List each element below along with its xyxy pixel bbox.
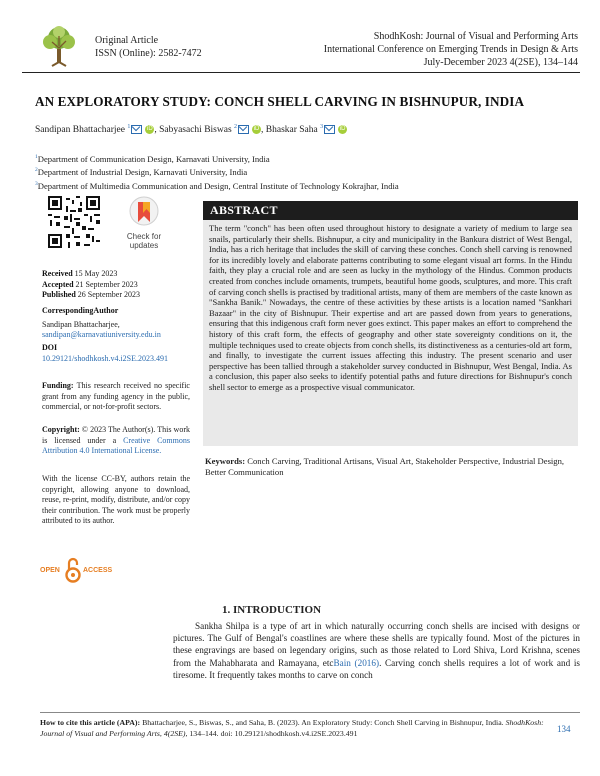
header-left: [95, 34, 202, 60]
header-right: [324, 30, 578, 69]
keywords-text: Conch Carving, Traditional Artisans, Visual Art, Stakeholder Perspective, Industrial Design, Better Communication: [205, 456, 565, 477]
corresponding-email[interactable]: sandipan@karnavatiuniversity.edu.in: [42, 330, 161, 339]
accepted-date: 21 September 2023: [75, 279, 138, 289]
issn: ISSN (Online): 2582-7472: [95, 48, 202, 59]
author-list: Sandipan Bhattacharjee $^1$ iD , Sabyasachi Biswas $^2$ iD , Bhaskar Saha $^3$ iD: [35, 124, 346, 136]
intro-paragraph: Sankha Shilpa is a type of art in which naturally occurring conch shells are incised with designs or pictures. The Gulf of Bengal's coastlines are where these shells are typically found. Most of the pictures in these engravings are based on legendary origins, such as those related to Lord Shiva, Lord Krishna, scenes from the Mahabharata and Ramayana, etcBain (2016). Carving conch shells requires a lot of work and is tiresome. It frequently takes months to carve on conch: [173, 621, 580, 680]
published-date: 26 September 2023: [77, 290, 141, 299]
issue-info: July-December 2023 4(2SE), 134–144: [423, 57, 578, 68]
author-2-sup: 2: [234, 124, 238, 130]
author-3-sup: 3: [320, 124, 324, 130]
open-access-badge: OPEN ACCESS: [40, 557, 120, 583]
affiliation-3: $^3$Department of Multimedia Communication and Design, Central Institute of Technology Kokrajhar, India: [35, 180, 399, 191]
funding-text: This research received no specific grant from any funding agency in the public, commercial, or not-for-profit sectors.: [42, 381, 190, 411]
check-line-1: Check for: [126, 232, 162, 241]
affiliation-1: $^1$Department of Communication Design, Karnavati University, India: [35, 153, 270, 164]
email-icon[interactable]: [324, 125, 335, 134]
footer-rule: [40, 712, 580, 713]
keywords: Keywords: Conch Carving, Traditional Artisans, Visual Art, Stakeholder Perspective, Industrial Design, Better Communication: [205, 456, 565, 477]
license-note: With the license CC-BY, authors retain the copyright, allowing anyone to download, reuse, re-print, modify, distribute, and/or copy their contribution. The work must be properly attributed to its author.: [42, 474, 190, 525]
email-icon[interactable]: [131, 125, 142, 134]
citation-footer: How to cite this article (APA): Bhattacharjee, S., Biswas, S., and Saha, B. (2023). An Exploratory Study: Conch Shell Carving in Bishnupur, India. ShodhKosh: Journal of Visual and Performing Arts, 4(2SE), 134–144. doi: 10.29121/shodhkosh.v4.i2SE.2023.491: [40, 718, 544, 738]
page-number: 134: [557, 724, 571, 734]
orcid-icon[interactable]: iD: [253, 126, 260, 133]
author-3-name[interactable]: Bhaskar Saha: [265, 125, 318, 136]
copyright-block: Copyright: © 2023 The Author(s). This work is licensed under a Creative Commons Attribution 4.0 International License.: [42, 425, 190, 455]
email-icon[interactable]: [238, 125, 249, 134]
open-lock-icon: [65, 557, 81, 583]
dates-block: Received 15 May 2023 Accepted 21 September 2023 Published 26 September 2023: [42, 269, 141, 299]
article-type: Original Article: [95, 35, 159, 46]
conference-name: International Conference on Emerging Trends in Design & Arts: [323, 44, 578, 55]
affiliation-2: $^2$Department of Industrial Design, Karnavati University, India: [35, 167, 248, 178]
citation-link[interactable]: Bain (2016): [333, 657, 380, 668]
funding-block: Funding: This research received no specific grant from any funding agency in the public, commercial, or not-for-profit sectors.: [42, 381, 190, 411]
header-rule: [22, 72, 580, 73]
check-for-updates-badge[interactable]: [117, 195, 171, 249]
license-link[interactable]: Creative Commons Attribution 4.0 International License.: [42, 435, 190, 455]
check-line-2: updates: [129, 241, 159, 250]
author-1-sup: 1: [127, 124, 131, 130]
corresponding-name: Sandipan Bhattacharjee,: [42, 319, 120, 329]
affiliations: [35, 152, 399, 192]
orcid-icon[interactable]: iD: [146, 126, 153, 133]
abstract-heading: ABSTRACT: [203, 201, 578, 220]
abstract-text: The term "conch" has been often used throughout history to designate a variety of medium to large sea snails, particularly their shells. Bishnupur, a city and municipality in the Bankura district of West Bengal, India, has a rich heritage that includes the skill of carving these conches. Conch shell carving is renowned for its incredibly lovely and elaborate patterns contributing to some elegant visual art forms. In the Hindu faith, they play a crucial role and are seen as lucky in the mythology of the Hindus. Common products created from conches include ornaments, trumpets, beautiful home goods, sculptures, and more. This craft of carving conch shells is practised by traditional artists, many of them are members of the caste known as "Sankha Banik." Nowadays, the centre of these activities by these artists is a location named "Sankhari Bazaar" in the city of Bishnupur. Their expertise and art are passed down from years to generations, ensuring that this indigenous craft form never goes extinct. This paper makes an effort to comprehend the history of this craft form, the effects of geography and other state sovereignty conditions on it, the multiple techniques used to create objects from conch shells, its distinctiveness as a centuries-old art form, and finally, to investigate the current issues affecting this industry. The present scenario and user perspective has been tallied through a stakeholder survey conducted in Bishnupur, West Bengal, India. As a conclusion, this paper also seeks to identify potential paths and future directions for Bishnupur's conch shell sector to emerge as a prospective visual communicator.: [203, 220, 578, 446]
section-heading-introduction: 1. INTRODUCTION: [222, 604, 322, 616]
author-1-name[interactable]: Sandipan Bhattacharjee: [35, 125, 125, 136]
journal-logo-tree-icon: [38, 24, 80, 68]
orcid-icon[interactable]: iD: [339, 126, 346, 133]
doi-block: DOI 10.29121/shodhkosh.v4.i2SE.2023.491: [42, 343, 190, 364]
doi-link[interactable]: 10.29121/shodhkosh.v4.i2SE.2023.491: [42, 353, 169, 363]
bookmark-icon: [117, 195, 171, 227]
article-title: AN EXPLORATORY STUDY: CONCH SHELL CARVING IN BISHNUPUR, INDIA: [35, 94, 525, 109]
journal-name: ShodhKosh: Journal of Visual and Performing Arts: [373, 31, 578, 42]
qr-code-icon[interactable]: [48, 196, 100, 248]
received-date: 15 May 2023: [74, 269, 118, 278]
corresponding-block: CorrespondingAuthor Sandipan Bhattacharjee, sandipan@karnavatiuniversity.edu.in: [42, 306, 190, 341]
author-2-name[interactable]: Sabyasachi Biswas: [159, 125, 232, 136]
